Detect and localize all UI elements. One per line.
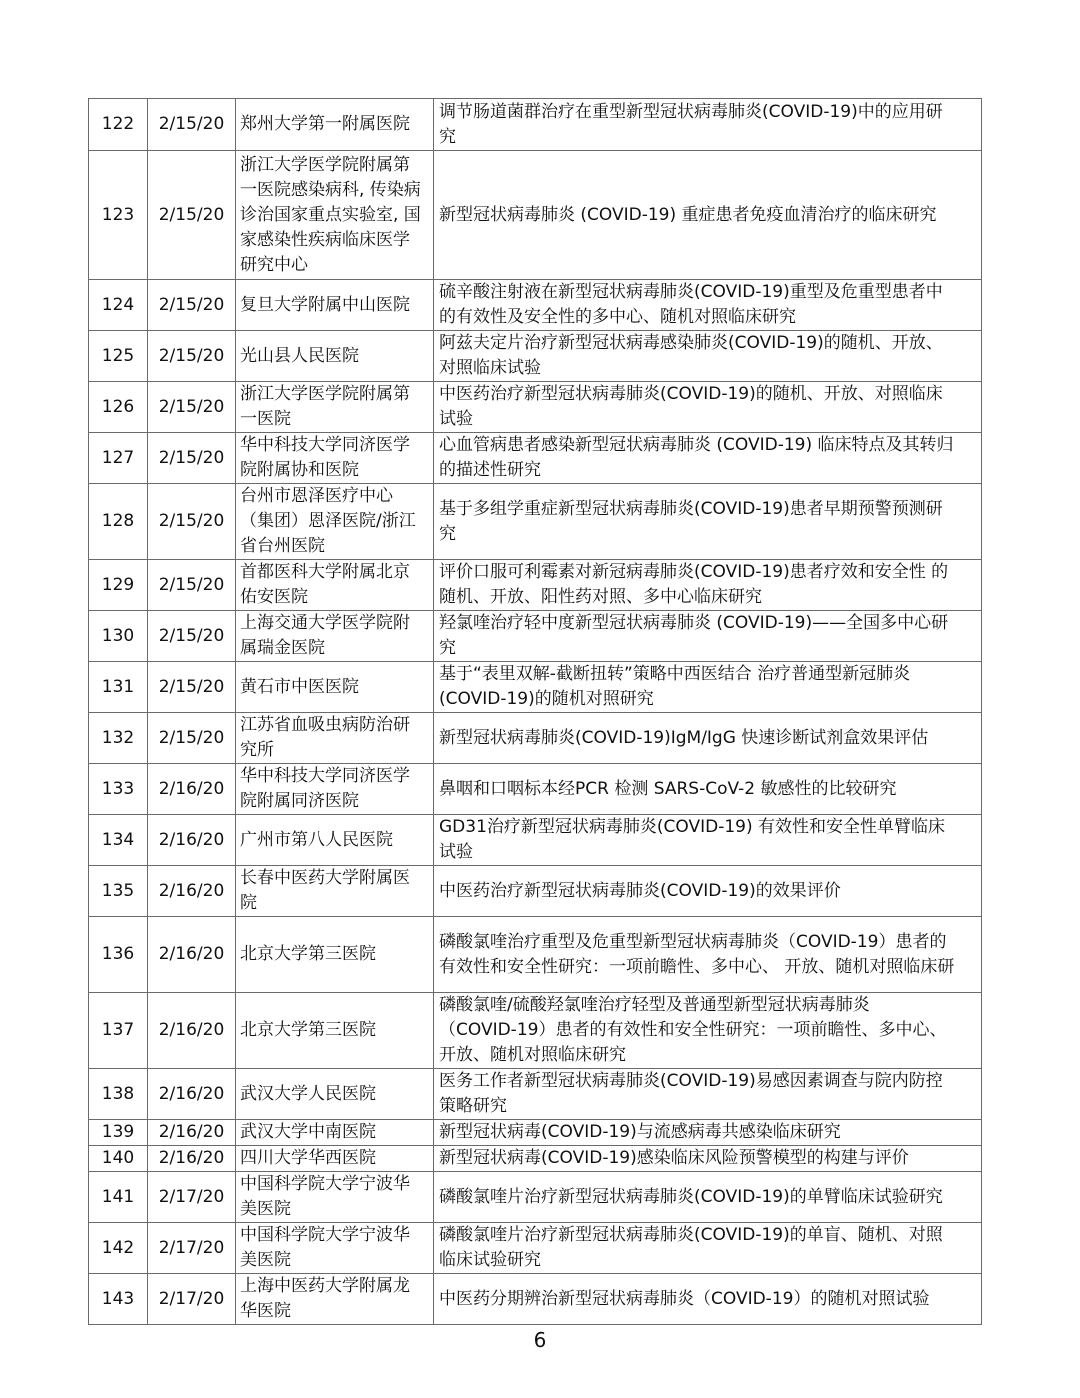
trial-date-cell bbox=[148, 1172, 236, 1223]
trial-date-cell bbox=[148, 611, 236, 662]
trial-number-text: 129 bbox=[101, 574, 135, 595]
study-title-text: 调节肠道菌群治疗在重型新型冠状病毒肺炎(COVID-19)中的应用研 究 bbox=[439, 101, 943, 147]
trial-date-cell bbox=[148, 560, 236, 611]
trial-number-cell bbox=[89, 662, 148, 713]
study-title-cell bbox=[434, 1146, 982, 1172]
trial-date-text: 2/15/20 bbox=[158, 676, 225, 697]
trial-number-cell bbox=[89, 280, 148, 331]
trial-number-text: 138 bbox=[101, 1083, 135, 1104]
study-title-cell bbox=[434, 99, 982, 151]
trial-number-cell bbox=[89, 1274, 148, 1325]
trial-date-text: 2/16/20 bbox=[158, 778, 225, 799]
study-title-cell bbox=[434, 1274, 982, 1325]
trial-number-cell bbox=[89, 331, 148, 382]
institution-cell bbox=[236, 280, 434, 331]
table-row bbox=[89, 611, 982, 662]
trial-number-text: 126 bbox=[101, 396, 135, 417]
page-number: 6 bbox=[533, 1328, 547, 1352]
trial-number-text: 132 bbox=[101, 727, 135, 748]
trial-number-cell bbox=[89, 151, 148, 280]
institution-cell bbox=[236, 917, 434, 993]
table-row bbox=[89, 993, 982, 1069]
institution-text: 复旦大学附属中山医院 bbox=[240, 294, 410, 315]
study-title-text: 阿兹夫定片治疗新型冠状病毒感染肺炎(COVID-19)的随机、开放、 对照临床试验 bbox=[439, 333, 943, 378]
trial-date-text: 2/16/20 bbox=[158, 1083, 225, 1104]
table-row bbox=[89, 151, 982, 280]
institution-cell bbox=[236, 1223, 434, 1274]
trial-number-text: 122 bbox=[101, 114, 135, 134]
study-title-cell bbox=[434, 331, 982, 382]
study-title-cell bbox=[434, 1069, 982, 1120]
table-row bbox=[89, 382, 982, 433]
trial-date-text: 2/16/20 bbox=[158, 1020, 225, 1040]
trial-number-text: 141 bbox=[101, 1186, 135, 1207]
institution-cell bbox=[236, 1120, 434, 1146]
institution-cell bbox=[236, 484, 434, 560]
institution-cell bbox=[236, 1172, 434, 1223]
study-title-text: 磷酸氯喹/硫酸羟氯喹治疗轻型及普通型新型冠状病毒肺炎 （COVID-19）患者的有效性和安全性研究：一项前瞻性、多中心、 开放、随机对照临床研究 bbox=[439, 995, 947, 1065]
institution-text: 郑州大学第一附属医院 bbox=[240, 114, 410, 134]
institution-cell bbox=[236, 1274, 434, 1325]
institution-text: 台州市恩泽医疗中心 （集团）恩泽医院/浙江 省台州医院 bbox=[240, 486, 416, 556]
institution-text: 长春中医药大学附属医 院 bbox=[240, 868, 410, 913]
study-title-cell bbox=[434, 815, 982, 866]
study-title-cell bbox=[434, 484, 982, 560]
trial-date-cell bbox=[148, 433, 236, 484]
study-title-cell bbox=[434, 1120, 982, 1146]
trial-number-cell bbox=[89, 484, 148, 560]
table-row bbox=[89, 713, 982, 764]
trial-date-cell bbox=[148, 1069, 236, 1120]
table-row bbox=[89, 917, 982, 993]
trial-number-cell bbox=[89, 993, 148, 1069]
trial-number-cell bbox=[89, 815, 148, 866]
institution-cell bbox=[236, 151, 434, 280]
table-row bbox=[89, 815, 982, 866]
study-title-cell bbox=[434, 151, 982, 280]
study-title-text: 新型冠状病毒肺炎 (COVID-19) 重症患者免疫血清治疗的临床研究 bbox=[439, 204, 937, 225]
study-title-text: 中医药治疗新型冠状病毒肺炎(COVID-19)的效果评价 bbox=[439, 880, 841, 901]
trial-date-text: 2/15/20 bbox=[158, 345, 225, 366]
institution-cell bbox=[236, 713, 434, 764]
study-title-text: 磷酸氯喹片治疗新型冠状病毒肺炎(COVID-19)的单臂临床试验研究 bbox=[439, 1186, 943, 1207]
study-title-text: 新型冠状病毒(COVID-19)与流感病毒共感染临床研究 bbox=[439, 1122, 841, 1142]
trial-number-cell bbox=[89, 1172, 148, 1223]
institution-text: 浙江大学医学院附属第 一医院感染病科, 传染病 诊治国家重点实验室, 国 家感染性疾病临床医学 研究中心 bbox=[240, 154, 421, 275]
trial-date-text: 2/17/20 bbox=[158, 1186, 225, 1207]
study-title-cell bbox=[434, 560, 982, 611]
institution-text: 华中科技大学同济医学 院附属协和医院 bbox=[240, 435, 410, 480]
institution-cell bbox=[236, 99, 434, 151]
trial-date-text: 2/15/20 bbox=[158, 447, 225, 468]
trial-number-text: 133 bbox=[101, 778, 135, 799]
study-title-text: 基于多组学重症新型冠状病毒肺炎(COVID-19)患者早期预警预测研 究 bbox=[439, 498, 943, 544]
trial-number-cell bbox=[89, 917, 148, 993]
trial-number-text: 140 bbox=[101, 1148, 135, 1168]
trial-date-cell bbox=[148, 917, 236, 993]
study-title-cell bbox=[434, 611, 982, 662]
trial-number-text: 125 bbox=[101, 345, 135, 366]
institution-text: 江苏省血吸虫病防治研 究所 bbox=[240, 715, 410, 760]
institution-cell bbox=[236, 993, 434, 1069]
study-title-cell bbox=[434, 1172, 982, 1223]
institution-cell bbox=[236, 1146, 434, 1172]
trial-number-cell bbox=[89, 99, 148, 151]
institution-cell bbox=[236, 815, 434, 866]
trials-table-body bbox=[89, 99, 982, 1325]
study-title-cell bbox=[434, 764, 982, 815]
trial-date-text: 2/16/20 bbox=[158, 1122, 225, 1142]
institution-cell bbox=[236, 433, 434, 484]
study-title-text: GD31治疗新型冠状病毒肺炎(COVID-19) 有效性和安全性单臂临床 试验 bbox=[439, 817, 946, 862]
trial-number-cell bbox=[89, 866, 148, 917]
trial-number-text: 131 bbox=[101, 676, 135, 697]
institution-text: 上海交通大学医学院附 属瑞金医院 bbox=[240, 613, 410, 658]
trials-table bbox=[88, 98, 982, 1325]
trial-date-text: 2/15/20 bbox=[158, 396, 225, 417]
trial-number-text: 136 bbox=[101, 944, 135, 964]
trial-date-cell bbox=[148, 764, 236, 815]
study-title-text: 磷酸氯喹治疗重型及危重型新型冠状病毒肺炎（COVID-19）患者的 有效性和安全性研究：一项前瞻性、多中心、 开放、随机对照临床研 bbox=[439, 931, 955, 977]
trial-date-text: 2/16/20 bbox=[158, 944, 225, 964]
trial-number-text: 128 bbox=[101, 511, 135, 531]
trial-date-cell bbox=[148, 280, 236, 331]
institution-text: 上海中医药大学附属龙 华医院 bbox=[240, 1276, 410, 1321]
institution-cell bbox=[236, 611, 434, 662]
institution-cell bbox=[236, 662, 434, 713]
study-title-text: 鼻咽和口咽标本经PCR 检测 SARS-CoV-2 敏感性的比较研究 bbox=[439, 778, 897, 799]
trial-number-cell bbox=[89, 382, 148, 433]
trial-date-text: 2/15/20 bbox=[158, 204, 225, 225]
institution-cell bbox=[236, 331, 434, 382]
trial-number-cell bbox=[89, 1223, 148, 1274]
institution-text: 华中科技大学同济医学 院附属同济医院 bbox=[240, 766, 410, 811]
institution-cell bbox=[236, 866, 434, 917]
table-row bbox=[89, 1172, 982, 1223]
table-row bbox=[89, 99, 982, 151]
study-title-text: 新型冠状病毒肺炎(COVID-19)IgM/IgG 快速诊断试剂盒效果评估 bbox=[439, 727, 929, 748]
trial-number-text: 137 bbox=[101, 1020, 135, 1040]
trial-date-cell bbox=[148, 1146, 236, 1172]
study-title-cell bbox=[434, 280, 982, 331]
institution-cell bbox=[236, 1069, 434, 1120]
study-title-cell bbox=[434, 713, 982, 764]
institution-cell bbox=[236, 560, 434, 611]
trial-date-text: 2/15/20 bbox=[158, 114, 225, 134]
institution-text: 首都医科大学附属北京 佑安医院 bbox=[240, 562, 410, 607]
study-title-text: 磷酸氯喹片治疗新型冠状病毒肺炎(COVID-19)的单盲、随机、对照 临床试验研究 bbox=[439, 1225, 943, 1270]
trial-number-cell bbox=[89, 560, 148, 611]
trial-date-text: 2/15/20 bbox=[158, 511, 225, 531]
institution-text: 浙江大学医学院附属第 一医院 bbox=[240, 384, 410, 429]
study-title-text: 基于“表里双解-截断扭转”策略中西医结合 治疗普通型新冠肺炎 (COVID-19)的随机对照研究 bbox=[439, 664, 911, 709]
table-row bbox=[89, 484, 982, 560]
study-title-text: 中医药治疗新型冠状病毒肺炎(COVID-19)的随机、开放、对照临床 试验 bbox=[439, 384, 943, 429]
trial-date-cell bbox=[148, 151, 236, 280]
institution-cell bbox=[236, 764, 434, 815]
trial-number-text: 139 bbox=[101, 1122, 135, 1142]
institution-text: 中国科学院大学宁波华 美医院 bbox=[240, 1174, 410, 1219]
table-row bbox=[89, 280, 982, 331]
study-title-cell bbox=[434, 662, 982, 713]
trial-date-cell bbox=[148, 866, 236, 917]
table-row bbox=[89, 331, 982, 382]
institution-text: 北京大学第三医院 bbox=[240, 944, 376, 964]
study-title-text: 中医药分期辨治新型冠状病毒肺炎（COVID-19）的随机对照试验 bbox=[439, 1288, 930, 1309]
trial-number-cell bbox=[89, 764, 148, 815]
trial-date-text: 2/17/20 bbox=[158, 1288, 225, 1309]
table-row bbox=[89, 1223, 982, 1274]
trial-number-cell bbox=[89, 611, 148, 662]
trial-number-text: 142 bbox=[101, 1237, 135, 1258]
institution-text: 武汉大学人民医院 bbox=[240, 1083, 376, 1104]
trial-number-text: 127 bbox=[101, 447, 135, 468]
trial-date-text: 2/15/20 bbox=[158, 574, 225, 595]
trial-number-text: 134 bbox=[101, 829, 135, 850]
table-row bbox=[89, 1120, 982, 1146]
trial-date-text: 2/17/20 bbox=[158, 1237, 225, 1258]
trial-date-text: 2/15/20 bbox=[158, 625, 225, 646]
table-row bbox=[89, 433, 982, 484]
trial-number-text: 130 bbox=[101, 625, 135, 646]
study-title-cell bbox=[434, 1223, 982, 1274]
table-row bbox=[89, 764, 982, 815]
trial-number-cell bbox=[89, 1146, 148, 1172]
study-title-cell bbox=[434, 917, 982, 993]
study-title-text: 心血管病患者感染新型冠状病毒肺炎 (COVID-19) 临床特点及其转归 的描述性研究 bbox=[439, 435, 954, 480]
study-title-text: 新型冠状病毒(COVID-19)感染临床风险预警模型的构建与评价 bbox=[439, 1148, 909, 1168]
trial-number-cell bbox=[89, 713, 148, 764]
institution-text: 四川大学华西医院 bbox=[240, 1148, 376, 1168]
trial-date-cell bbox=[148, 99, 236, 151]
trial-date-text: 2/16/20 bbox=[158, 880, 225, 901]
trial-date-cell bbox=[148, 1223, 236, 1274]
study-title-cell bbox=[434, 433, 982, 484]
trial-date-cell bbox=[148, 662, 236, 713]
trial-date-cell bbox=[148, 1274, 236, 1325]
study-title-text: 硫辛酸注射液在新型冠状病毒肺炎(COVID-19)重型及危重型患者中 的有效性及安全性的多中心、随机对照临床研究 bbox=[439, 282, 943, 327]
trial-number-text: 143 bbox=[101, 1288, 135, 1309]
trial-date-cell bbox=[148, 815, 236, 866]
table-row bbox=[89, 560, 982, 611]
trial-date-cell bbox=[148, 484, 236, 560]
institution-text: 光山县人民医院 bbox=[240, 345, 359, 366]
table-row bbox=[89, 866, 982, 917]
trial-number-text: 123 bbox=[101, 204, 135, 225]
institution-text: 广州市第八人民医院 bbox=[240, 829, 393, 850]
trial-number-cell bbox=[89, 1120, 148, 1146]
trial-number-cell bbox=[89, 1069, 148, 1120]
trial-date-cell bbox=[148, 713, 236, 764]
study-title-cell bbox=[434, 382, 982, 433]
trial-date-cell bbox=[148, 382, 236, 433]
institution-text: 黄石市中医医院 bbox=[240, 676, 359, 697]
trial-date-text: 2/16/20 bbox=[158, 829, 225, 850]
table-row bbox=[89, 1274, 982, 1325]
table-row bbox=[89, 662, 982, 713]
table-row bbox=[89, 1069, 982, 1120]
institution-text: 中国科学院大学宁波华 美医院 bbox=[240, 1225, 410, 1270]
trial-date-text: 2/15/20 bbox=[158, 727, 225, 748]
trial-date-text: 2/15/20 bbox=[158, 294, 225, 315]
table-row bbox=[89, 1146, 982, 1172]
trial-date-cell bbox=[148, 331, 236, 382]
trial-number-text: 124 bbox=[101, 294, 135, 315]
study-title-cell bbox=[434, 866, 982, 917]
trial-date-cell bbox=[148, 1120, 236, 1146]
institution-cell bbox=[236, 382, 434, 433]
study-title-text: 评价口服可利霉素对新冠病毒肺炎(COVID-19)患者疗效和安全性 的 随机、开放、阳性药对照、多中心临床研究 bbox=[439, 562, 949, 607]
trial-date-cell bbox=[148, 993, 236, 1069]
trial-date-text: 2/16/20 bbox=[158, 1148, 225, 1168]
trial-number-cell bbox=[89, 433, 148, 484]
study-title-cell bbox=[434, 993, 982, 1069]
institution-text: 北京大学第三医院 bbox=[240, 1020, 376, 1040]
institution-text: 武汉大学中南医院 bbox=[240, 1122, 376, 1142]
study-title-text: 羟氯喹治疗轻中度新型冠状病毒肺炎 (COVID-19)——全国多中心研 究 bbox=[439, 613, 949, 658]
study-title-text: 医务工作者新型冠状病毒肺炎(COVID-19)易感因素调查与院内防控 策略研究 bbox=[439, 1071, 943, 1116]
trial-number-text: 135 bbox=[101, 880, 135, 901]
